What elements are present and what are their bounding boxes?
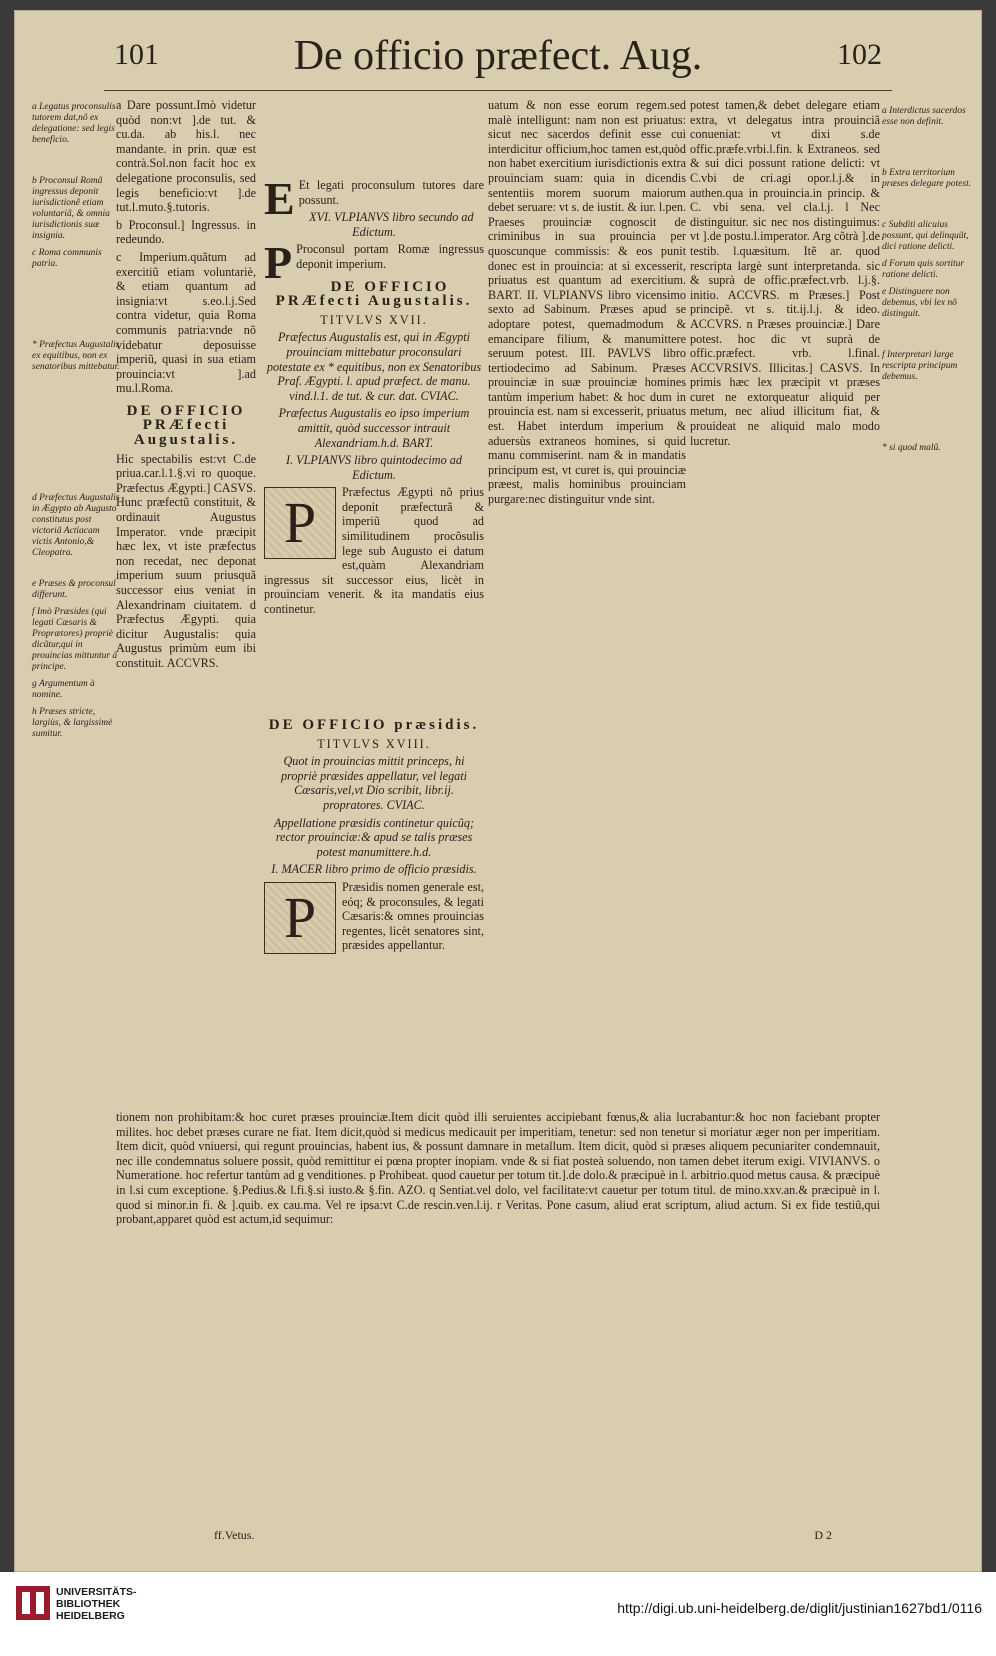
left-folio: 101	[114, 38, 159, 71]
institution-name	[56, 1586, 137, 1622]
margin-note: * Præfectus Augustalis ex equitibus, non ex senatoribus mittebatur.	[32, 340, 120, 372]
running-head	[14, 32, 982, 92]
scanned-page	[14, 10, 982, 1572]
section-heading: DE OFFICIO PRÆfecti Augustalis.	[275, 278, 473, 310]
ornamental-initial: P	[264, 882, 336, 954]
lex-text: Præfectus Ægypti nõ prius deponit præfecturã & imperiũ quod ad similitudinem procõsulis lege sub Augusto ei datum est,quàm Alexandriam ingressus sit successor eius, licèt in prouinciam venerit. & ita mandatis eius continetur.	[264, 485, 484, 617]
title-summary: Præfectus Augustalis eo ipso imperium amittit, quòd successor intrauit Alexandriam.h.d. BART.	[278, 406, 470, 450]
institution-line: BIBLIOTHEK	[56, 1598, 121, 1610]
catchword-left: ff.Vetus.	[214, 1528, 255, 1542]
lex-heading: XVI. VLPIANVS libro secundo ad Edictum.	[309, 210, 474, 239]
lex-heading: I. VLPIANVS libro quintodecimo ad Edictum.	[286, 453, 462, 482]
margin-note: * si quod malũ.	[882, 443, 941, 453]
left-margin-notes	[32, 102, 122, 746]
margin-note: c Roma communis patria.	[32, 248, 102, 269]
full-width-gloss	[116, 1110, 880, 1530]
margin-note: h Præses stricte, largiùs, & largissimè sumitur.	[32, 707, 113, 739]
title-summary: Appellatione præsidis continetur quicũq; rector prouinciæ:& apud se talis præses potest manumittere.h.d.	[273, 815, 475, 859]
section-heading: DE OFFICIO præsidis.	[268, 717, 480, 733]
title-summary: Præfectus Augustalis est, qui in Ægypti prouinciam mittebatur proconsulari potestate ex * equitibus, non ex Senatoribus Praf. Ægypti. l. apud præfect. de manu. vind.l.1. de tut. & cur. dat. CVIAC.	[266, 330, 482, 403]
page-title: De officio præfect. Aug.	[293, 33, 703, 79]
text-column-main	[264, 98, 484, 688]
lex-text: Proconsul portam Romæ ingressus deponit imperium.	[296, 242, 484, 271]
drop-capital: E	[264, 173, 295, 224]
footer-bar	[0, 1572, 996, 1656]
lex-text: Et legati proconsulum tutores dare possunt.	[298, 178, 484, 207]
margin-note: a Interdictus sacerdos esse non definit.	[882, 106, 966, 127]
signature-mark: D 2	[814, 1528, 832, 1542]
margin-note: e Præses & proconsul differunt.	[32, 579, 116, 600]
gloss-paragraph: c Imperium.quãtum ad exercitiũ etiam voluntariè, & etiam quantum ad insignia:vt s.eo.l.j.Sed contra videtur, quia Roma communis patria:vnde nõ videbatur deposuisse imperiũ, quasi in sua etiam prouincia:vt ].ad mu.l.Roma.	[116, 249, 256, 396]
gloss-column-left	[116, 98, 256, 688]
text-column-praesidis	[264, 710, 484, 1110]
lex-text: Præsidis nomen generale est, eóq; & proconsules, & legati Cæsaris:& omnes prouincias regentes, licèt senatores sint, præsides appellantur.	[342, 879, 484, 953]
margin-note: f Imò Præsides (qui legati Cæsaris & Proprætores) propriè dicũtur,qui in prouincias mittuntur à principe.	[32, 607, 118, 672]
margin-note: b Proconsul Romã ingressus deponit iurisdictionẽ etiam voluntariã, & omnia iurisdictionis suæ insignia.	[32, 176, 110, 241]
source-url[interactable]: http://digi.ub.uni-heidelberg.de/diglit/justinian1627bd1/0116	[617, 1600, 982, 1616]
right-margin-notes	[882, 106, 974, 460]
column-text: uatum & non esse eorum regem.sed malè intelligunt: nam non est priuatus: sicut nec sacerdos definit esse cui interdicitur officium,hoc tamen est,quòd non habet exercitium iurisdictionis extra prouinciam suam: quia in dicendis sententiis morem suorum maiorum debet seruare: vt s. de iustit. & iur. l.pen. Praeses prouinciæ cognoscit de criminibus in sua prouincia per quoscunque commissis: & eos punit donec est in prouincia: at si excesserit, priuatus est quantum ad exercitium. BART. II. VLPIANVS libro vicensimo sexto ad Sabinum. Præses apud se adoptare potest, quemadmodum & emancipare filium, & manumittere seruum potest. III. PAVLVS libro tertiodecimo ad Sabinum. Præses prouinciæ in suæ prouinciæ homines tantùm imperium habet: & hoc dum in prouincia est. nam si excesserit, priuatus est. Habet interdum imperium & aduersùs extraneos homines, si quid manu commiserint. nam & in mandatis principum est, vt curet is, qui prouinciæ præest, malis hominibus prouinciam purgare:nec distinguitur vnde sint.	[488, 98, 686, 507]
titulus-number: TITVLVS XVII.	[320, 312, 428, 327]
margin-note: c Subditi alicuius possunt, qui delinquũt, dici ratione delicti.	[882, 220, 969, 252]
section-heading: DE OFFICIO PRÆfecti Augustalis.	[126, 402, 246, 449]
gloss-paragraph: b Proconsul.] Ingressus. in redeundo.	[116, 217, 256, 247]
margin-note: f Interpretari large rescripta principum debemus.	[882, 350, 958, 382]
gloss-paragraph: tionem non prohibitam:& hoc curet præses prouinciæ.Item dicit quòd illi seruientes accipiebant fœnus,& alia lucrabantur:& hoc non faciebant propter milites. hoc debet præses curare ne fiat. Item dicit,quòd si medicus medicauit per imperitiam, tenetur: sed non tenetur si moriatur æger non per imperitiam. Item dicit, quòd vniuersi, qui regunt prouincias, habent ius, & possunt damnare in metallum. Item dicit, quòd si præses aliquem pecuniariter condemnauit, nec ille condemnatus soluere possit, quòd remittitur ei pœna propter inopiam. vnde & si fiat posteà soluendo, non tamen debet iterum exigi. VIVIANVS. o Numeratione. hoc refertur tantùm ad g venditiones. p Prohibeat. quod cauetur per totum tit.].de dolo.& præcipuè in l. arbitrio.quod metus causa. & præcipuè in l.si cum exceptione. §.Pedius.& l.fi.§.si iusto.& §.fin. AZO. q Sentiat.vel dolo, vel facilitate:vt cauetur per totum titul. de mino.xxv.an.& præcipuè in l. quod si minor.in fi. & ].quib. ex cau.ma. Vel re ipsa:vt C.de rescin.ven.l.ij. r Veritas. Pone casum, aliud erat scriptum, aliud actum. Si ex fide testiũ,qui probant,apparet quòd est actum,id sequimur:	[116, 1110, 880, 1227]
margin-note: e Distinguere non debemus, vbi lex nõ distinguit.	[882, 287, 957, 319]
institution-line: HEIDELBERG	[56, 1610, 125, 1622]
margin-note: b Extra territorium præses delegare potest.	[882, 168, 972, 189]
margin-note: d Forum quis sortitur ratione delicti.	[882, 259, 965, 280]
university-library-logo-icon	[16, 1586, 50, 1620]
header-rule	[104, 90, 892, 91]
right-folio: 102	[837, 38, 882, 71]
titulus-number: TITVLVS XVIII.	[317, 736, 431, 751]
institution-line: UNIVERSITÄTS-	[56, 1586, 137, 1598]
text-column-right	[488, 98, 686, 1098]
gloss-paragraph: Hic spectabilis est:vt C.de priua.car.l.1.§.vi ro quoque. Præfectus Ægypti.] CASVS. Hunc præfectũ constituit, & ordinauit Augustus Imperator. vnde præcipit hæc lex, vt iste præfectus non recedat, nec deponat imperium suum priusquã successor eius veniat in Alexandrinam ciuitatem. d Præfectus Ægypti. quia dicitur Augustalis: quia Augustus primùm eum ibi constituit. ACCVRS.	[116, 451, 256, 670]
title-summary: Quot in prouincias mittit princeps, hi propriè præsides appellatur, vel legati Cæsaris,vel,vt Dio scribit, libr.ij. propratores. CVIAC.	[280, 754, 468, 812]
margin-note: a Legatus proconsulis tutorem dat,nõ ex delegatione: sed legis beneficio.	[32, 102, 116, 145]
margin-note: d Præfectus Augustalis in Ægypto ab Augusto constitutus post victoriã Actiacam victis Antonio,& Cleopatra.	[32, 493, 120, 558]
lex-heading: I. MACER libro primo de officio præsidis.	[271, 862, 477, 877]
gloss-column-right	[690, 98, 880, 1098]
gloss-paragraph: a Dare possunt.Imò videtur quòd non:vt ].de tut. & cu.da. ab his.l. nec mandante. in prin. quæ est contrà.Sol.non facit hoc ex delegatione proconsulis, sed legis beneficio:vt ].de tut.l.muto.§.tutoris.	[116, 98, 256, 215]
ornamental-initial: P	[264, 487, 336, 559]
drop-capital: P	[264, 237, 293, 289]
margin-note: g Argumentum à nomine.	[32, 679, 95, 700]
column-text: potest tamen,& debet delegare etiam extra, vt delegatus intra prouinciã conueniat: vt dixi s.de offic.præfe.vrbi.l.fin. k Extraneos. sed & sui dici possunt ratione delicti: vt C.vbi de cri.agi opor.l.j.& in authen.qua in prouincia.in princip. & C. vbi sena. vel cla.l.j. l Nec distinguitur. sic nec nos distinguimus: vt ].de postu.l.imperator. Arg cõtrà ].de testib. l.quæsitum. Itẽ ar. quod rescripta largè sunt interpretanda. sic & suprà de offic.præfect.vrb. l.j.§. initio. ACCVRS. m Præses.] Post principẽ. vt s. tit.ij.l.j. & ideo. ACCVRS. n Præses prouinciæ.] Dare potest. hoc dic vt suprà de offic.præfect. vrb. l.final. ACCVRSIVS. Illicitas.] CASVS. In primis hæc lex præcipit vt præses curet ne extorqueatur aliquid per metum, nec aliud illicitum fiat, & prouideat ne aliquid malo modo lucretur.	[690, 98, 880, 448]
